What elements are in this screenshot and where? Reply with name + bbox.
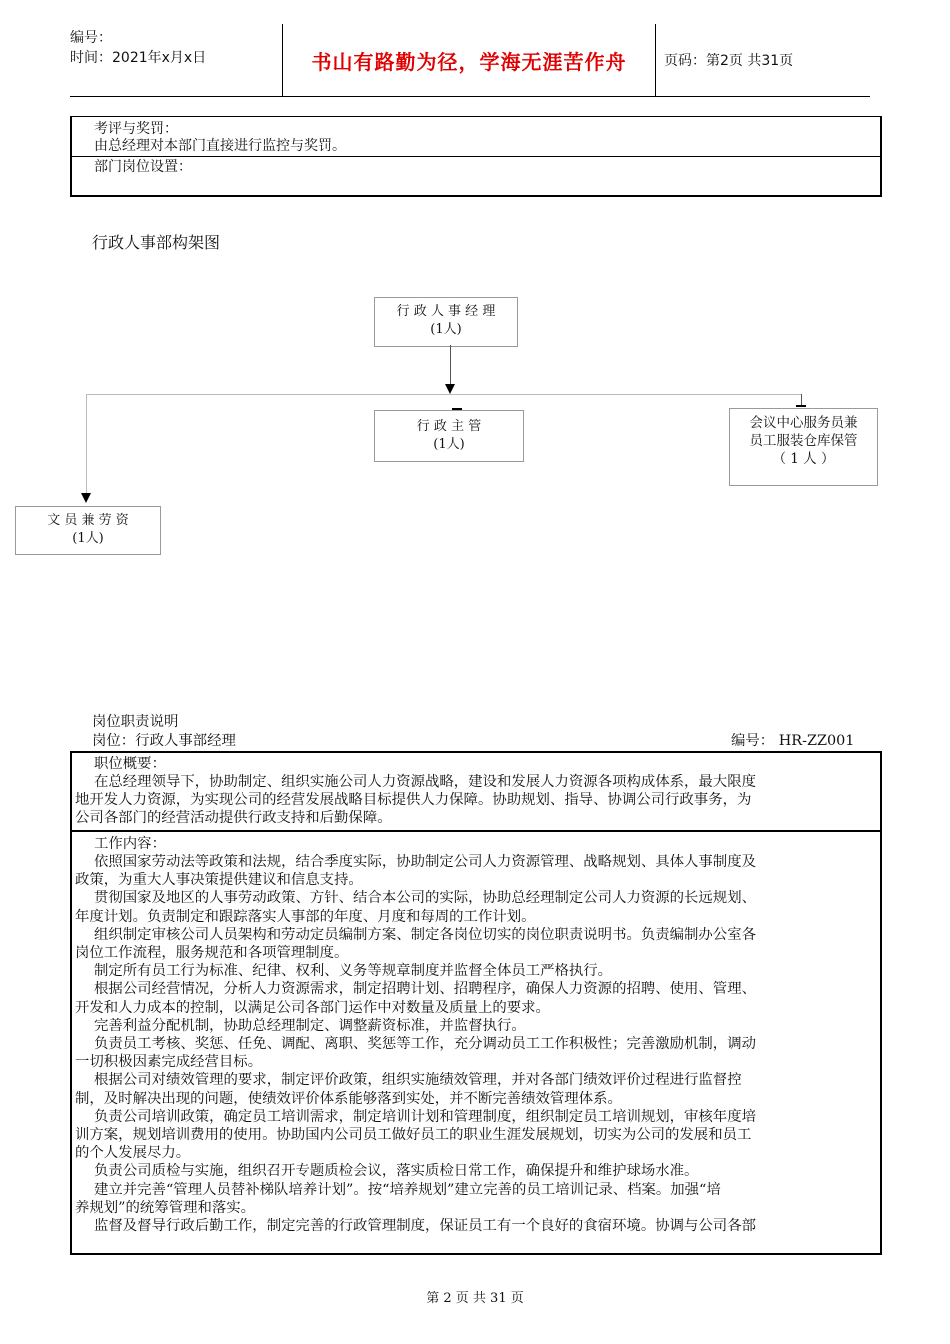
page-header: [70, 24, 870, 97]
org-box-manager: [374, 297, 518, 347]
job-code: 编号： HR-ZZ001: [731, 733, 855, 749]
org-chart-title: 行政人事部构架图: [92, 233, 221, 252]
content-line: 贯彻国家及地区的人事劳动政策、方针、结合本公司的实际，协助总经理制定公司人力资源的长远规划、: [94, 890, 756, 907]
content-line: 根据公司对绩效管理的要求，制定评价政策，组织实施绩效管理，并对各部门绩效评价过程进行监督控: [94, 1072, 742, 1089]
org-box-supervisor: [374, 410, 524, 462]
job-desc-title: 岗位职责说明: [92, 714, 179, 730]
evaluation-text: 由总经理对本部门直接进行监控与奖罚。: [94, 138, 346, 154]
content-line: 建立并完善“管理人员替补梯队培养计划”。按“培养规划”建立完善的员工培训记录、档案。加强“培: [94, 1181, 721, 1198]
content-line: 年度计划。负责制定和跟踪落实人事部的年度、月度和每周的工作计划。: [75, 908, 536, 925]
box-divider: [72, 156, 880, 157]
content-line: 的个人发展尽力。: [75, 1145, 191, 1162]
header-motto: 书山有路勤为径，学海无涯苦作舟: [282, 24, 656, 96]
header-page-label: 页码：第2页 共31页: [664, 53, 794, 69]
manager-name: 行 政 人 事 经 理: [396, 304, 496, 319]
tick-meeting: [796, 405, 806, 407]
job-desc-box: [70, 751, 882, 1255]
content-line: 负责公司质检与实施，组织召开专题质检会议，落实质检日常工作，确保提升和维护球场水准。: [94, 1163, 699, 1180]
content-line: 养规划”的统筹管理和落实。: [75, 1199, 256, 1216]
org-box-clerk: [15, 506, 161, 555]
meeting-line2: 员工服装仓库保管: [749, 433, 858, 449]
org-box-meeting: [729, 408, 878, 486]
overview-title: 职位概要：: [94, 756, 166, 772]
connector-clerk: [86, 394, 87, 494]
header-date-label: 时间：2021年x月x日: [70, 50, 207, 66]
evaluation-title: 考评与奖罚：: [94, 121, 178, 137]
content-line: 训方案，规划培训费用的使用。协助国内公司员工做好员工的职业生涯发展规划，切实为公司的发展和员工: [75, 1127, 752, 1144]
overview-line: 公司各部门的经营活动提供行政支持和后勤保障。: [75, 810, 392, 827]
supervisor-count: (1人): [433, 437, 465, 452]
clerk-name: 文 员 兼 劳 资: [47, 513, 129, 528]
clerk-count: (1人): [72, 531, 104, 546]
content-line: 完善利益分配机制，协助总经理制定、调整薪资标准，并监督执行。: [94, 1017, 526, 1034]
content-title: 工作内容：: [94, 836, 166, 852]
content-line: 组织制定审核公司人员架构和劳动定员编制方案、制定各岗位切实的岗位职责说明书。负责编制办公室各: [94, 926, 756, 943]
overview-text: [75, 773, 880, 828]
connector-manager: [450, 345, 451, 385]
content-line: 负责员工考核、奖惩、任免、调配、离职、奖惩等工作，充分调动员工工作积极性；完善激励机制，调动: [94, 1036, 756, 1053]
content-line: 一切积极因素完成经营目标。: [75, 1054, 263, 1071]
supervisor-name: 行 政 主 管: [416, 419, 482, 434]
header-number-label: 编号：: [70, 30, 112, 46]
job-position: 岗位：行政人事部经理: [92, 733, 236, 749]
content-line: 政策，为重大人事决策提供建议和信息支持。: [75, 872, 363, 889]
arrow-clerk-icon: [81, 493, 91, 503]
arrow-manager-icon: [445, 384, 455, 394]
content-line: 监督及督导行政后勤工作，制定完善的行政管理制度，保证员工有一个良好的食宿环境。协调与公司各部: [94, 1218, 756, 1235]
content-line: 开发和人力成本的控制，以满足公司各部门运作中对数量及质量上的要求。: [75, 999, 550, 1016]
manager-count: (1人): [430, 322, 462, 337]
content-line: 负责公司培训政策，确定员工培训需求，制定培训计划和管理制度，组织制定员工培训规划，审核年度培: [94, 1108, 756, 1125]
content-line: 岗位工作流程，服务规范和各项管理制度。: [75, 945, 349, 962]
page-footer: 第 2 页 共 31 页: [426, 1291, 524, 1306]
content-text: [75, 853, 880, 1235]
content-line: 根据公司经营情况，分析人力资源需求，制定招聘计划、招聘程序，确保人力资源的招聘、使用、管理、: [94, 981, 756, 998]
content-line: 制定所有员工行为标准、纪律、权利、义务等规章制度并监督全体员工严格执行。: [94, 963, 613, 980]
overview-line: 地开发人力资源，为实现公司的经营发展战略目标提供人力保障。协助规划、指导、协调公司行政事务，为: [75, 792, 752, 809]
connector-horizontal: [86, 394, 802, 395]
meeting-line1: 会议中心服务员兼: [749, 415, 858, 431]
evaluation-box: [70, 116, 882, 197]
meeting-line3: （ 1 人 ）: [772, 451, 835, 467]
section-divider: [72, 830, 880, 832]
positions-title: 部门岗位设置：: [94, 159, 192, 175]
overview-line: 在总经理领导下，协助制定、组织实施公司人力资源战略，建设和发展人力资源各项构成体系，最大限度: [94, 774, 756, 790]
header-meta: [70, 28, 280, 68]
content-line: 制，及时解决出现的问题，使绩效评价体系能够落到实处，并不断完善绩效管理体系。: [75, 1090, 622, 1107]
content-line: 依照国家劳动法等政策和法规，结合季度实际，协助制定公司人力资源管理、战略规划、具体人事制度及: [94, 854, 756, 870]
